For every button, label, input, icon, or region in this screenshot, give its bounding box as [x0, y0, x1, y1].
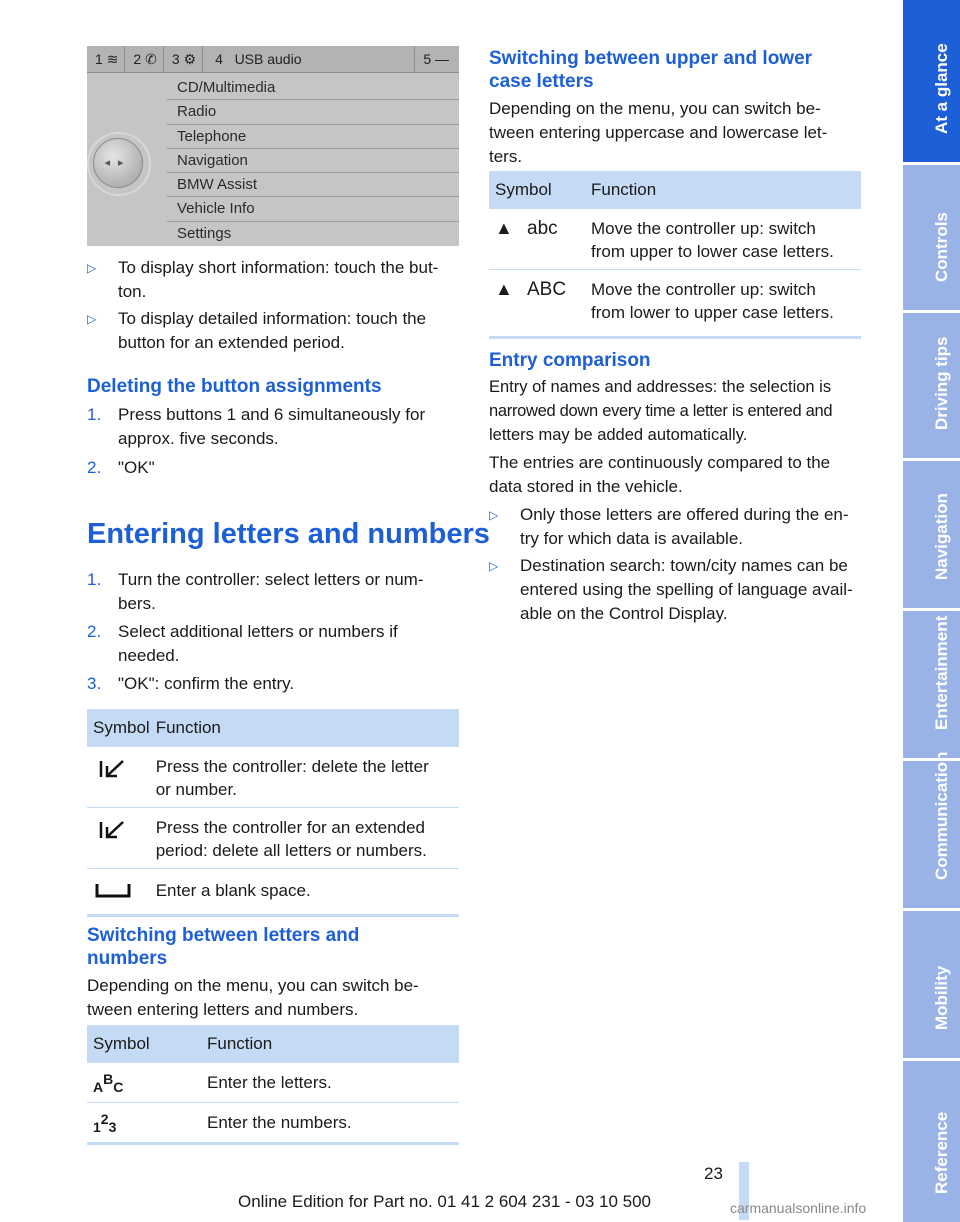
function-line: Enter the numbers. [207, 1113, 352, 1132]
function-line: or number. [155, 780, 237, 799]
function-line: Press the controller: delete the letter [155, 757, 429, 776]
table-row [489, 209, 861, 270]
menu-item: Vehicle Info [167, 197, 459, 221]
tab-mobility[interactable] [903, 911, 960, 1058]
table-header: Function [201, 1025, 459, 1063]
step-line: needed. [118, 646, 180, 665]
tab-label: Mobility [931, 965, 951, 1030]
function-line: Move the controller up: switch [591, 280, 816, 299]
body-line: Entry of names and addresses: the selection is [489, 378, 832, 396]
step-number: 2. [87, 458, 102, 477]
menu-item: Navigation [167, 149, 459, 173]
watermark: carmanualsonline.info [730, 1200, 867, 1216]
bullet-line: To display short information: touch the but- [118, 258, 439, 277]
tab-reference[interactable] [903, 1061, 960, 1222]
up-triangle-icon: ▲ [495, 218, 513, 238]
tab-label: Navigation [931, 493, 951, 580]
switch-heading [87, 924, 359, 970]
tab-label: Driving tips [931, 336, 951, 430]
tab-label: Controls [931, 212, 951, 282]
case-sample: abc [527, 218, 558, 239]
bullet-line: button for an extended period. [118, 333, 345, 352]
triangle-bullet-icon: ▷ [489, 559, 499, 573]
bullet-item [87, 256, 467, 304]
sym-char: C [113, 1079, 124, 1095]
step-number: 3. [87, 674, 102, 693]
function-cell [201, 1063, 459, 1103]
table-row [87, 1103, 459, 1144]
function-cell [585, 209, 861, 270]
step-item [87, 620, 467, 668]
tab-communication[interactable] [903, 751, 960, 908]
table-header: Function [585, 171, 861, 209]
menu-topbar [87, 46, 459, 73]
delete-arrow-icon [93, 820, 127, 840]
table-header: Symbol [87, 1025, 201, 1063]
heading-line: Switching between letters and [87, 925, 360, 946]
topbar-item-2: 2 ✆ [125, 46, 163, 72]
bullet-line: To display detailed information: touch the [118, 309, 427, 328]
main-menu [167, 76, 459, 245]
minus-icon: — [435, 51, 449, 67]
triangle-bullet-icon: ▷ [87, 312, 97, 326]
body-line: Depending on the menu, you can switch be- [87, 976, 419, 995]
table-header: Function [150, 709, 459, 747]
menu-item: CD/Multimedia [167, 76, 459, 100]
heading-line: case letters [489, 71, 594, 92]
delete-arrow-icon [93, 759, 127, 779]
abc-letters-icon [93, 1072, 123, 1096]
symbol-cell [87, 1063, 201, 1103]
bullet-item [87, 307, 467, 355]
up-triangle-icon: ▲ [495, 279, 513, 299]
idrive-menu-screenshot [87, 46, 459, 246]
menu-item: BMW Assist [167, 173, 459, 197]
step-number: 1. [87, 405, 102, 424]
bullet-item [489, 554, 869, 626]
tab-controls[interactable] [903, 165, 960, 310]
gear-icon: ⚙ [183, 51, 197, 67]
table-row [87, 808, 459, 869]
step-line: "OK": confirm the entry. [118, 674, 295, 693]
bullet-line: try for which data is available. [520, 529, 743, 548]
tab-at-a-glance[interactable] [903, 0, 960, 162]
step-item [87, 456, 467, 480]
step-number: 1. [87, 570, 102, 589]
function-line: Enter a blank space. [155, 881, 311, 900]
table-row [87, 869, 459, 916]
step-line: Select additional letters or numbers if [118, 622, 398, 641]
table-row [489, 270, 861, 338]
function-line: from upper to lower case letters. [591, 242, 834, 261]
table-header: Symbol [87, 709, 150, 747]
sym-char: B [103, 1071, 114, 1087]
comparison-p2 [489, 451, 830, 499]
triangle-bullet-icon: ▷ [489, 508, 499, 522]
symbol-cell [87, 747, 150, 808]
body-line: ters. [489, 147, 523, 166]
comparison-p1 [489, 375, 832, 447]
step-line: "OK" [118, 458, 155, 477]
symbol-cell [87, 869, 150, 916]
function-line: Move the controller up: switch [591, 219, 816, 238]
case-sample: ABC [527, 279, 567, 300]
step-item [87, 403, 467, 451]
symbol-cell [87, 808, 150, 869]
topbar-item-3: 3 ⚙ [164, 46, 203, 72]
tab-driving-tips[interactable] [903, 313, 960, 458]
heading-line: Switching between upper and lower [489, 48, 813, 69]
deleting-heading: Deleting the button assignments [87, 376, 382, 397]
sym-char: 3 [108, 1119, 117, 1135]
topbar-item-5: 5 — [423, 51, 449, 67]
body-line: narrowed down every time a letter is entered and [489, 402, 833, 420]
function-line: Enter the letters. [207, 1073, 332, 1092]
tab-label: Reference [931, 1111, 951, 1194]
step-item [87, 672, 467, 696]
tab-entertainment[interactable] [903, 611, 960, 758]
step-line: Turn the controller: select letters or num- [118, 570, 424, 589]
sym-char: A [93, 1079, 104, 1095]
function-cell [150, 869, 459, 916]
footer-edition: Online Edition for Part no. 01 41 2 604 231 - 03 10 500 [238, 1192, 652, 1211]
heading-line: numbers [87, 948, 168, 969]
comparison-heading: Entry comparison [489, 350, 651, 371]
table-header: Symbol [489, 171, 585, 209]
case-heading [489, 47, 812, 93]
delete-symbol-table [87, 709, 459, 917]
function-line: from lower to upper case letters. [591, 303, 834, 322]
body-line: tween entering uppercase and lowercase let- [489, 123, 828, 142]
topbar-item-usb: 4 USB audio [203, 46, 415, 72]
blank-space-icon [93, 881, 133, 899]
body-line: Depending on the menu, you can switch be- [489, 99, 821, 118]
case-symbol-table [489, 171, 861, 339]
topbar-item-1: 1 ≋ [87, 46, 125, 72]
123-numbers-icon [93, 1112, 116, 1136]
bullet-line: Only those letters are offered during the en- [520, 505, 849, 524]
bullet-line: entered using the spelling of language avail- [520, 580, 853, 599]
function-line: period: delete all letters or numbers. [155, 841, 427, 860]
step-number: 2. [87, 622, 102, 641]
function-line: Press the controller for an extended [155, 818, 426, 837]
step-line: bers. [118, 594, 156, 613]
sym-char: 2 [100, 1111, 109, 1127]
controller-icon: ◂▸ [93, 138, 143, 188]
body-line: data stored in the vehicle. [489, 477, 683, 496]
page-number: 23 [704, 1164, 723, 1183]
table-row [87, 1063, 459, 1103]
bullet-line: ton. [118, 282, 147, 301]
table-row [87, 747, 459, 808]
tab-navigation[interactable] [903, 461, 960, 608]
tab-label: Entertainment [931, 615, 951, 730]
menu-item: Radio [167, 100, 459, 124]
function-cell [150, 747, 459, 808]
body-line: tween entering letters and numbers. [87, 1000, 359, 1019]
function-cell [201, 1103, 459, 1144]
menu-item: Telephone [167, 125, 459, 149]
entering-heading: Entering letters and numbers [87, 518, 490, 550]
bullet-line: Destination search: town/city names can be [520, 556, 848, 575]
bullet-item [489, 503, 869, 551]
tab-label: At a glance [931, 43, 951, 134]
body-line: The entries are continuously compared to the [489, 453, 831, 472]
letters-numbers-table [87, 1025, 459, 1145]
symbol-cell [87, 1103, 201, 1144]
function-cell [150, 808, 459, 869]
symbol-cell [489, 209, 585, 270]
sym-char: 1 [93, 1119, 101, 1135]
switch-body [87, 974, 419, 1022]
signal-icon: ≋ [106, 51, 119, 67]
triangle-bullet-icon: ▷ [87, 261, 97, 275]
phone-icon: ✆ [145, 51, 157, 67]
case-body [489, 97, 827, 169]
step-line: approx. five seconds. [118, 429, 279, 448]
body-line: letters may be added automatically. [489, 426, 748, 444]
function-cell [585, 270, 861, 338]
tab-label: Communication [931, 751, 951, 880]
symbol-cell [489, 270, 585, 338]
step-line: Press buttons 1 and 6 simultaneously for [118, 405, 426, 424]
menu-item: Settings [177, 224, 232, 242]
step-item [87, 568, 467, 616]
bullet-line: able on the Control Display. [520, 604, 728, 623]
